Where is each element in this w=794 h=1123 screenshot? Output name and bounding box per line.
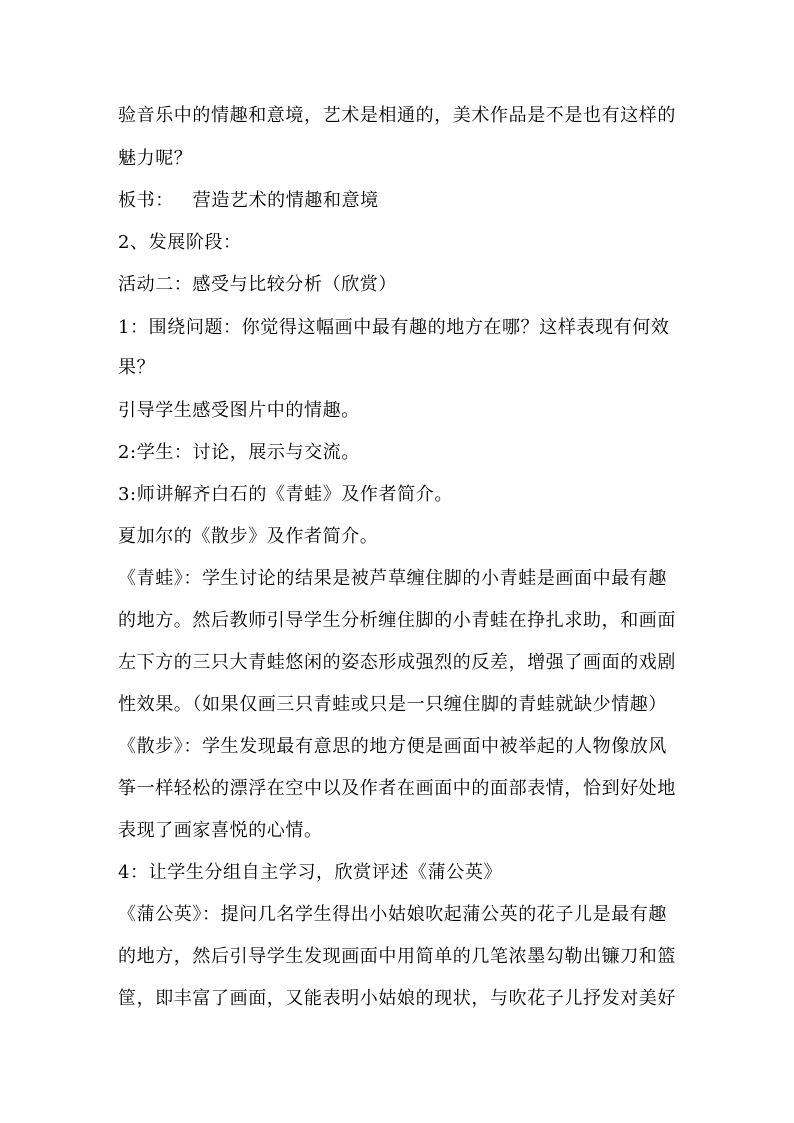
text-line: 1：围绕问题：你觉得这幅画中最有趣的地方在哪？这样表现有何效 [118,317,670,338]
text-line: 2:学生：讨论，展示与交流。 [118,442,360,463]
text-line: 验音乐中的情趣和意境，艺术是相通的，美术作品是不是也有这样的 [118,105,676,126]
text-line: 的地方，然后引导学生发现画面中用简单的几笔浓墨勾勒出镰刀和篮 [118,946,676,967]
text-line: 3:师讲解齐白石的《青蛙》及作者简介。 [118,484,453,505]
text-line: 性效果。（如果仅画三只青蛙或只是一只缠住脚的青蛙就缺少情趣） [118,694,667,715]
text-line: 表现了画家喜悦的心情。 [118,820,323,841]
text-line: 左下方的三只大青蛙悠闲的姿态形成强烈的反差，增强了画面的戏剧 [118,652,676,673]
text-line: 魅力呢？ [118,148,193,169]
text-line: 《青蛙》：学生讨论的结果是被芦草缠住脚的小青蛙是画面中最有趣 [118,568,667,589]
text-line: 夏加尔的《散步》及作者简介。 [118,526,379,547]
text-line: 板书： 营造艺术的情趣和意境 [118,190,379,211]
text-line: 的地方。然后教师引导学生分析缠住脚的小青蛙在挣扎求助，和画面 [118,610,676,631]
text-line: 活动二：感受与比较分析（欣赏） [118,274,397,295]
text-line: 《散步》：学生发现最有意思的地方便是画面中被举起的人物像放风 [118,736,667,757]
text-line: 2、发展阶段： [118,232,242,253]
text-line: 果？ [118,357,156,378]
text-line: 《蒲公英》：提问几名学生得出小姑娘吹起蒲公英的花子儿是最有趣 [118,904,667,925]
text-line: 筐，即丰富了画面，又能表明小姑娘的现状，与吹花子儿抒发对美好 [118,988,676,1009]
text-line: 引导学生感受图片中的情趣。 [118,400,360,421]
text-line: 4：让学生分组自主学习，欣赏评述《蒲公英》 [118,862,503,883]
text-line: 筝一样轻松的漂浮在空中以及作者在画面中的面部表情，恰到好处地 [118,778,676,799]
